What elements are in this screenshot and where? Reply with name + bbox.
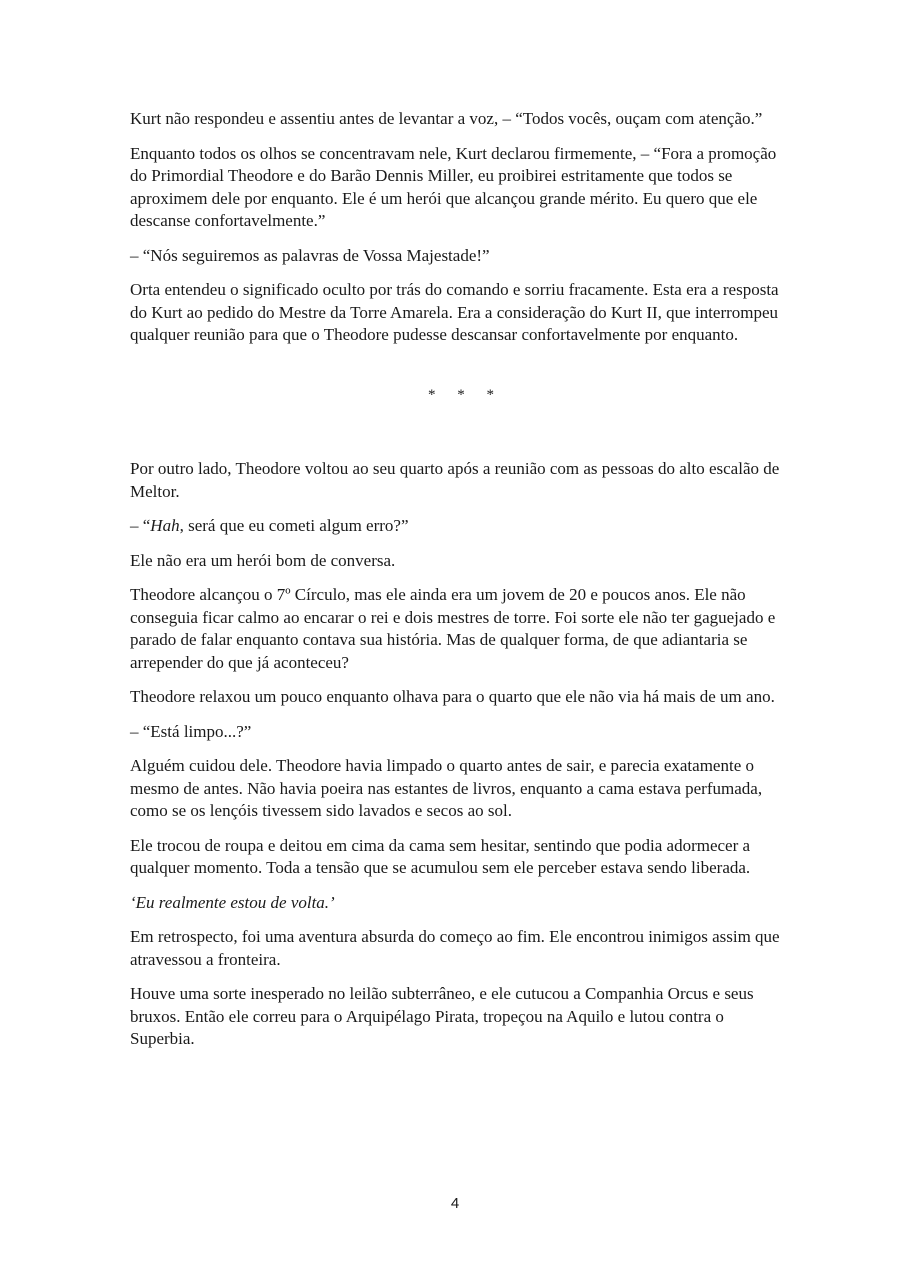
page-body <box>130 108 782 1063</box>
paragraph: Kurt não respondeu e assentiu antes de levantar a voz, – “Todos vocês, ouçam com atenção.” <box>130 109 763 128</box>
paragraph: Houve uma sorte inesperado no leilão subterrâneo, e ele cutucou a Companhia Orcus e seus bruxos. Então ele correu para o Arquipélago Pirata, tropeçou na Aquilo e lutou contra o Superbia. <box>130 984 754 1048</box>
paragraph: – “Está limpo...?” <box>130 721 252 741</box>
paragraph: Orta entendeu o significado oculto por trás do comando e sorriu fracamente. Esta era a resposta do Kurt ao pedido do Mestre da Torre Amarela. Era a consideração do Kurt II, que interrompeu qualquer reunião para que o Theodore pudesse descansar confortavelmente por enquanto. <box>130 280 779 344</box>
paragraph: Alguém cuidou dele. Theodore havia limpado o quarto antes de sair, e parecia exatamente o mesmo de antes. Não havia poeira nas estantes de livros, enquanto a cama estava perfumada, como se os lençóis tivessem sido lavados e secos ao sol. <box>130 756 763 820</box>
page-number: 4 <box>450 1195 460 1212</box>
paragraph: Ele não era um herói bom de conversa. <box>130 550 396 570</box>
paragraph <box>130 515 782 538</box>
dialogue-open: – “ <box>130 516 151 535</box>
paragraph: Theodore alcançou o 7º Círculo, mas ele ainda era um jovem de 20 e poucos anos. Ele não conseguia ficar calmo ao encarar o rei e dois mestres de torre. Foi sorte ele não ter gaguejado e parado de falar enquanto contava sua história. Mas de qualquer forma, de que adiantaria se arrepender do que já aconteceu? <box>130 585 776 672</box>
italic-thought: ‘Eu realmente estou de volta.’ <box>130 892 335 912</box>
paragraph: – “Nós seguiremos as palavras de Vossa Majestade!” <box>130 245 490 265</box>
paragraph: Ele trocou de roupa e deitou em cima da cama sem hesitar, sentindo que podia adormecer a qualquer momento. Toda a tensão que se acumulou sem ele perceber estava sendo liberada. <box>130 835 751 877</box>
paragraph: Enquanto todos os olhos se concentravam nele, Kurt declarou firmemente, – “Fora a promoção do Primordial Theodore e do Barão Dennis Miller, eu proibirei estritamente que todos se aproximem dele por enquanto. Ele é um herói que alcançou grande mérito. Eu quero que ele descanse confortavelmente.” <box>130 143 777 230</box>
paragraph: Por outro lado, Theodore voltou ao seu quarto após a reunião com as pessoas do alto escalão de Meltor. <box>130 459 780 501</box>
italic-word: Hah <box>150 516 180 535</box>
paragraph: Theodore relaxou um pouco enquanto olhava para o quarto que ele não via há mais de um ano. <box>130 687 775 706</box>
paragraph: Em retrospecto, foi uma aventura absurda do começo ao fim. Ele encontrou inimigos assim que atravessou a fronteira. <box>130 927 780 969</box>
dialogue-rest: , será que eu cometi algum erro?” <box>179 516 409 535</box>
scene-break: * * * <box>428 386 494 403</box>
